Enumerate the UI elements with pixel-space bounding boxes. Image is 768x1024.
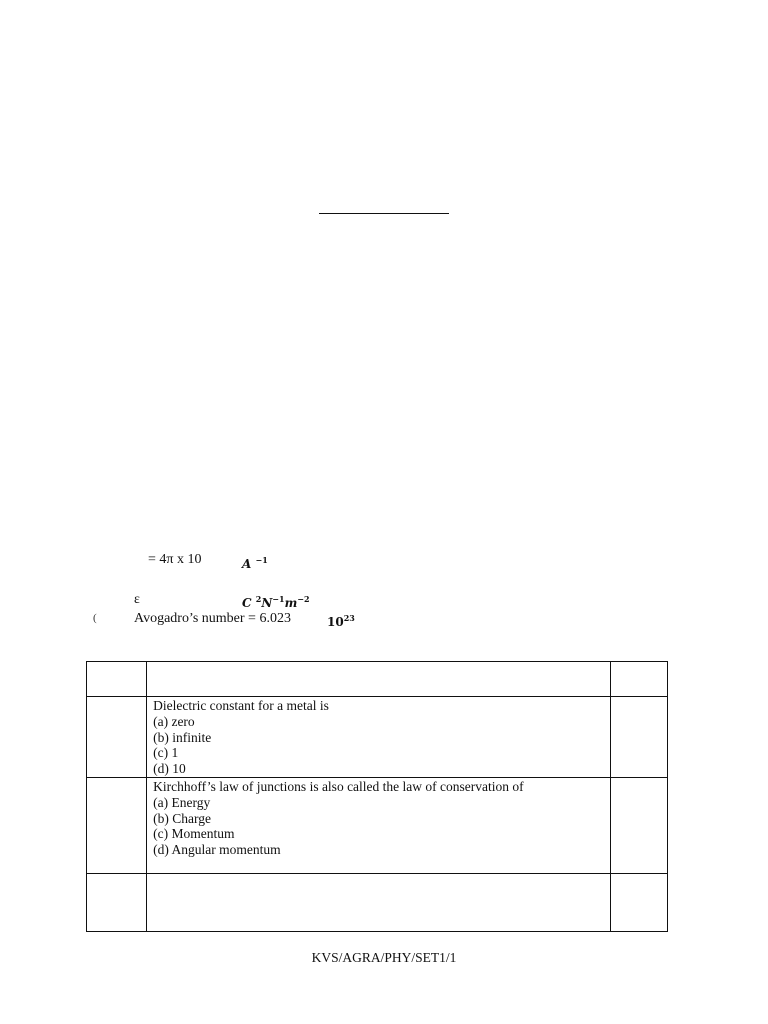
- epsilon-unit: [242, 591, 310, 611]
- epsilon-unit-m-exp: −2: [297, 594, 310, 604]
- mu0-unit-exponent: −1: [255, 555, 268, 565]
- question-stem: Dielectric constant for a metal is: [153, 698, 329, 713]
- table-row: [87, 777, 668, 873]
- option-a: (a) zero: [153, 713, 195, 729]
- question-stem: Kirchhoff’s law of junctions is also called the law of conservation of: [153, 778, 524, 794]
- question-text-cell: [147, 873, 611, 931]
- question-number-cell: [87, 873, 147, 931]
- avogadro-power-base: 10: [327, 615, 344, 629]
- option-d: (d) Angular momentum: [153, 842, 281, 858]
- mu0-unit: [242, 552, 268, 572]
- page-footer: KVS/AGRA/PHY/SET1/1: [311, 950, 457, 965]
- avogadro-marker: (: [93, 612, 97, 624]
- title-underline: [319, 213, 449, 214]
- marks-cell: [610, 662, 667, 697]
- question-text-cell: [147, 662, 611, 697]
- marks-cell: [610, 873, 667, 931]
- epsilon-symbol: ε: [134, 592, 140, 607]
- marks-cell: [610, 697, 667, 778]
- mu0-unit-base: A: [242, 557, 252, 571]
- option-b: (b) Charge: [153, 810, 211, 826]
- epsilon-unit-n: N: [261, 596, 273, 610]
- avogadro-text: Avogadro’s number = 6.023: [134, 611, 291, 626]
- avogadro-power: [327, 610, 355, 630]
- epsilon-unit-m: m: [284, 596, 298, 610]
- question-number-cell: [87, 662, 147, 697]
- epsilon-unit-c-exp: 2: [255, 594, 262, 604]
- question-number-cell: [87, 697, 147, 778]
- option-d: (d) 10: [153, 761, 186, 777]
- table-row: [87, 873, 668, 931]
- table-row: [87, 697, 668, 778]
- option-c: (c) 1: [153, 745, 179, 761]
- option-a: (a) Energy: [153, 794, 211, 810]
- questions-table: [86, 661, 668, 932]
- question-text-cell: [147, 777, 611, 873]
- epsilon-unit-n-exp: −1: [272, 594, 285, 604]
- question-number-cell: [87, 777, 147, 873]
- marks-cell: [610, 777, 667, 873]
- mu0-expression: = 4π x 10: [148, 552, 202, 567]
- option-c: (c) Momentum: [153, 826, 235, 842]
- table-row: [87, 662, 668, 697]
- question-text-cell: [147, 697, 611, 778]
- epsilon-unit-c: C: [242, 596, 252, 610]
- option-b: (b) infinite: [153, 729, 212, 745]
- avogadro-power-exp: 23: [343, 613, 355, 623]
